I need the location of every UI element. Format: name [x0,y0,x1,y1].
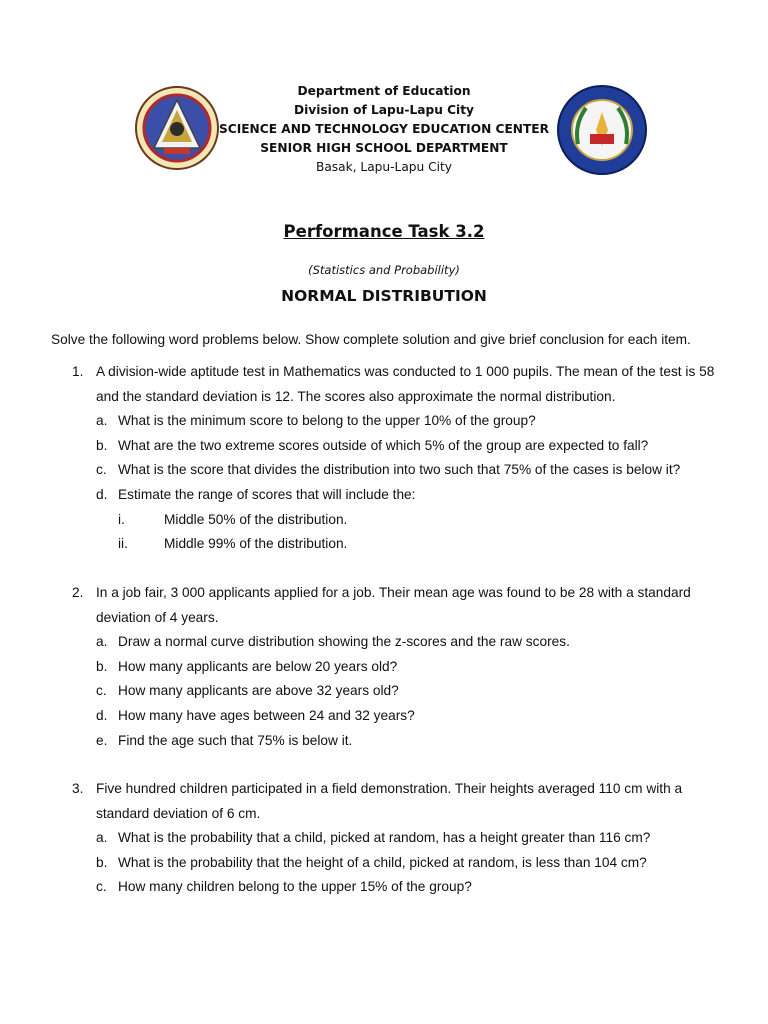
page-title: Performance Task 3.2 [283,222,485,241]
header-department: Department of Education [297,84,471,98]
document-page: Department of Education Division of Lapu-Lapu City SCIENCE AND TECHNOLOGY EDUCATION CENTER SENIOR HIGH SCHOOL DEPARTMENT Basak, Lapu-Lapu City Performance Task 3.2 (Statistics and Probability) NORMAL DISTRIBUTION Solve the following word problems below. Show complete solution and give brief conclusion for each item. 1. A division-wide aptitude test in Mathematics was conducted to 1 000 pupils. The mean of the test is 58 and the standard deviation is 12. The scores also approximate the normal distribution. a. What is the minimum score to belong to the upper 10% of the group? b. What are the two extreme scores outside of which 5% of the group are expected to fall? c. What is the score that divides the distribution into two such that 75% of the cases is below it? d. Estimate the range of scores that will include the: i. Middle 50% of the distribution. ii. Middle 99% of the distribution. 2. In a job fair, 3 000 applicants applied for a job. Their mean age was found to be 28 with a standard deviation of 4 years. a. Draw a normal curve distribution showing the z-scores and the raw scores. b. How many applicants are below 20 years old? c. How many applicants are above 32 years old? d. How many have ages between 24 and 32 years? e. Find the age such that 75% is below it. 3. Five hundred children participated in a field demonstration. Their heights averaged 110 cm with a standard deviation of 6 cm. a. What is the probability that a child, picked at random, has a height greater than 116 cm? b. What is the probability that the height of a child, picked at random, is less than 104 cm? c. How many children belong to the upper 15% of the group? [0,0,768,1024]
section-heading: NORMAL DISTRIBUTION [281,287,487,305]
header-division: Division of Lapu-Lapu City [293,103,475,117]
problem-text-line: standard deviation of 6 cm. [96,805,261,821]
problem-text-line: A division-wide aptitude test in Mathematics was conducted to 1 000 pupils. The mean of the test is 58 [96,364,715,379]
page-subtitle: (Statistics and Probability) [308,263,460,277]
problem-text-line: and the standard deviation is 12. The scores also approximate the normal distribution. [96,388,616,404]
header-department-shs: SENIOR HIGH SCHOOL DEPARTMENT [260,141,508,155]
instructions: Solve the following word problems below. Show complete solution and give brief conclusion for each item. [51,332,691,347]
problem-number: 1. [72,364,84,379]
letterhead [0,82,768,177]
problem-text-line: In a job fair, 3 000 applicants applied for a job. Their mean age was found to be 28 with a standard [96,585,691,600]
header-address: Basak, Lapu-Lapu City [315,160,453,174]
header-school: SCIENCE AND TECHNOLOGY EDUCATION CENTER [218,122,550,136]
problem-number: 3. [72,781,84,796]
problem-number: 2. [72,585,84,600]
problem-text-line: Five hundred children participated in a field demonstration. Their heights averaged 110 cm with a [96,781,683,796]
problem-text-line: deviation of 4 years. [96,609,219,625]
